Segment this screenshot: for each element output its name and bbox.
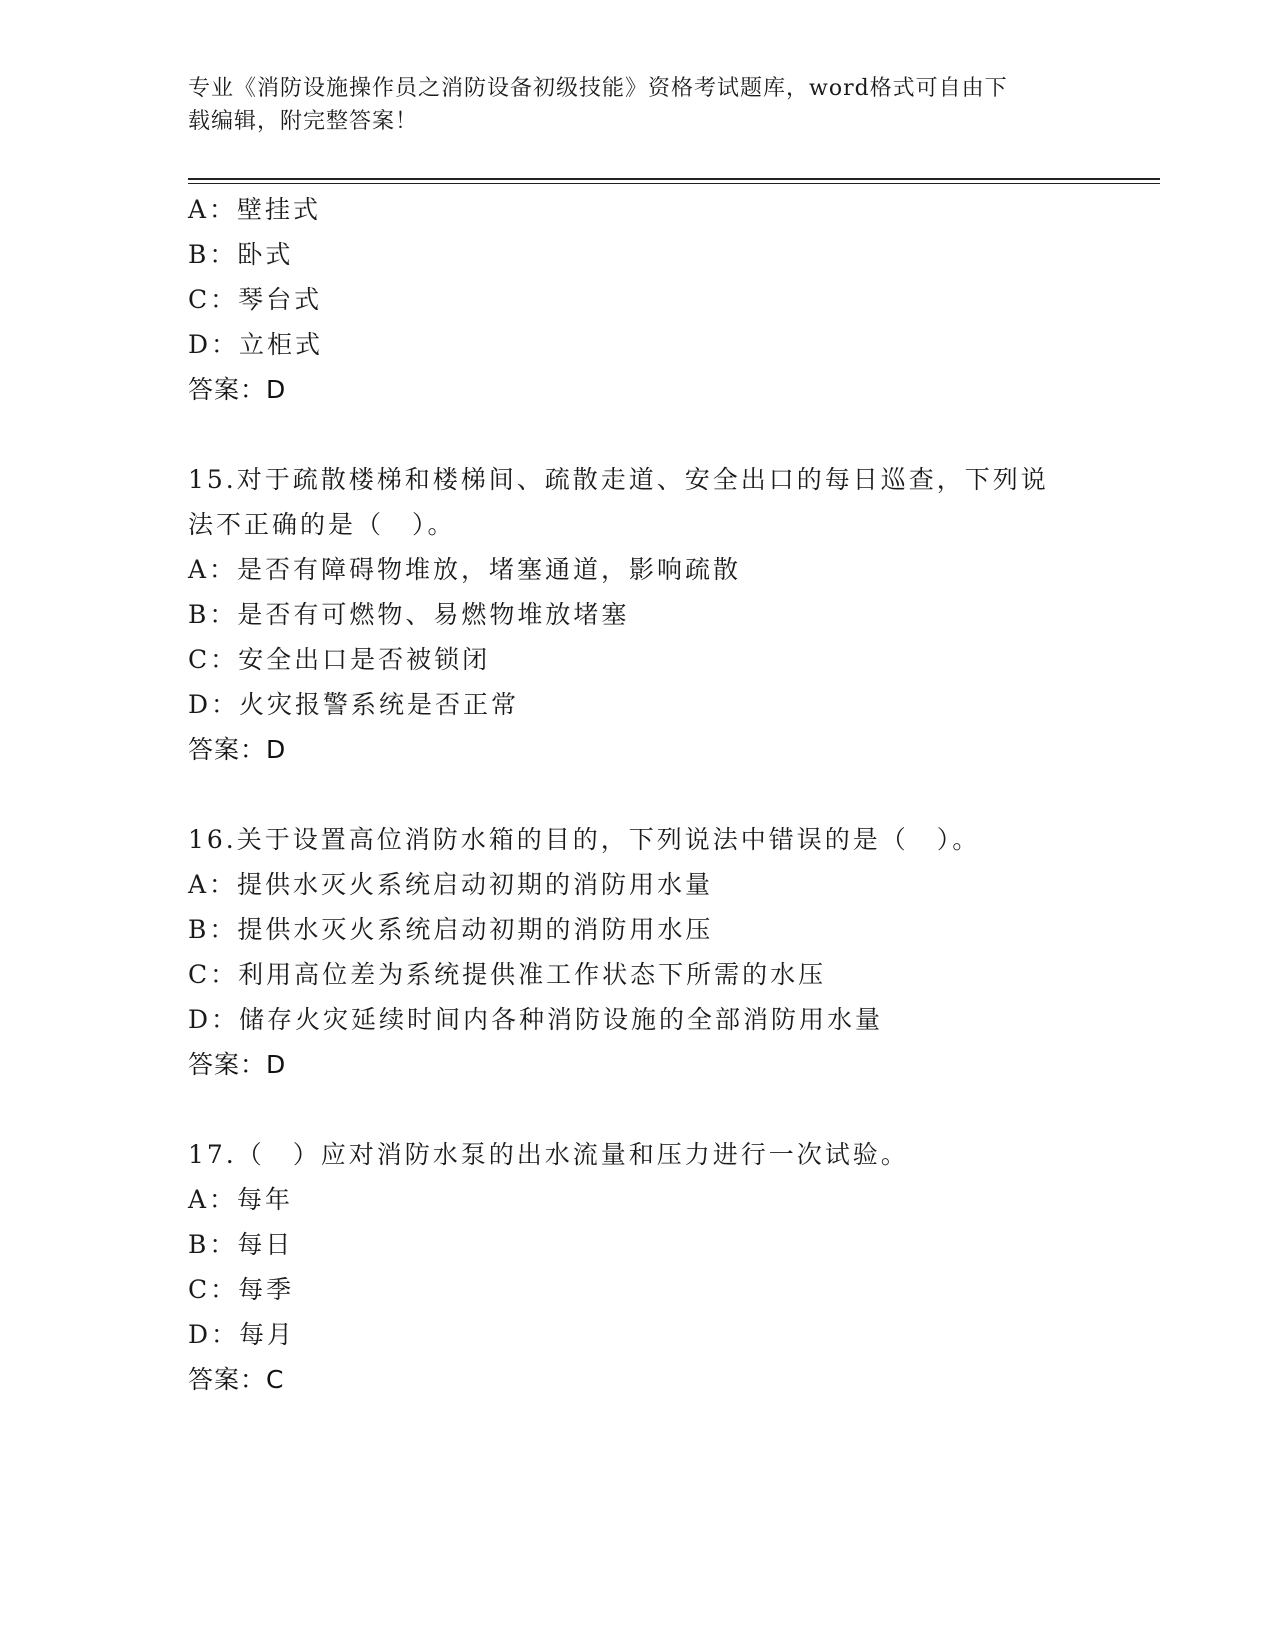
header-divider-thin [188,183,1160,184]
header-divider-thick [188,178,1160,180]
q15-answer: 答案：D [188,735,287,764]
q16-option-a: A：提供水灭火系统启动初期的消防用水量 [188,870,714,899]
q17-option-b: B：每日 [188,1230,294,1259]
q15-option-b: B：是否有可燃物、易燃物堆放堵塞 [188,600,630,629]
q14-option-c: C：琴台式 [188,285,323,314]
q15-option-a: A：是否有障碍物堆放，堵塞通道，影响疏散 [188,555,742,584]
q15-option-c: C：安全出口是否被锁闭 [188,645,491,674]
q17-answer: 答案：C [188,1365,285,1394]
q14-option-d: D：立柜式 [188,330,324,359]
q16-option-d: D：储存火灾延续时间内各种消防设施的全部消防用水量 [188,1005,884,1034]
q16-answer: 答案：D [188,1050,287,1079]
header-line-2: 载编辑，附完整答案！ [188,109,419,134]
q14-option-b: B：卧式 [188,240,294,269]
q17-option-c: C：每季 [188,1275,295,1304]
header-line-1: 专业《消防设施操作员之消防设备初级技能》资格考试题库，word格式可自由下 [188,76,1008,101]
q16-option-b: B：提供水灭火系统启动初期的消防用水压 [188,915,714,944]
q14-answer: 答案：D [188,375,287,404]
q17-stem-line-1: 17.（ ）应对消防水泵的出水流量和压力进行一次试验。 [188,1140,909,1169]
q15-option-d: D：火灾报警系统是否正常 [188,690,520,719]
q15-stem-line-2: 法不正确的是（ ）。 [188,510,456,539]
q17-option-d: D：每月 [188,1320,296,1349]
q17-option-a: A：每年 [188,1185,294,1214]
q14-option-a: A：壁挂式 [188,195,322,224]
document-header [188,72,1088,138]
q16-stem-line-1: 16.关于设置高位消防水箱的目的，下列说法中错误的是（ ）。 [188,825,981,854]
q16-option-c: C：利用高位差为系统提供准工作状态下所需的水压 [188,960,827,989]
q15-stem-line-1: 15.对于疏散楼梯和楼梯间、疏散走道、安全出口的每日巡查，下列说 [188,465,1049,494]
